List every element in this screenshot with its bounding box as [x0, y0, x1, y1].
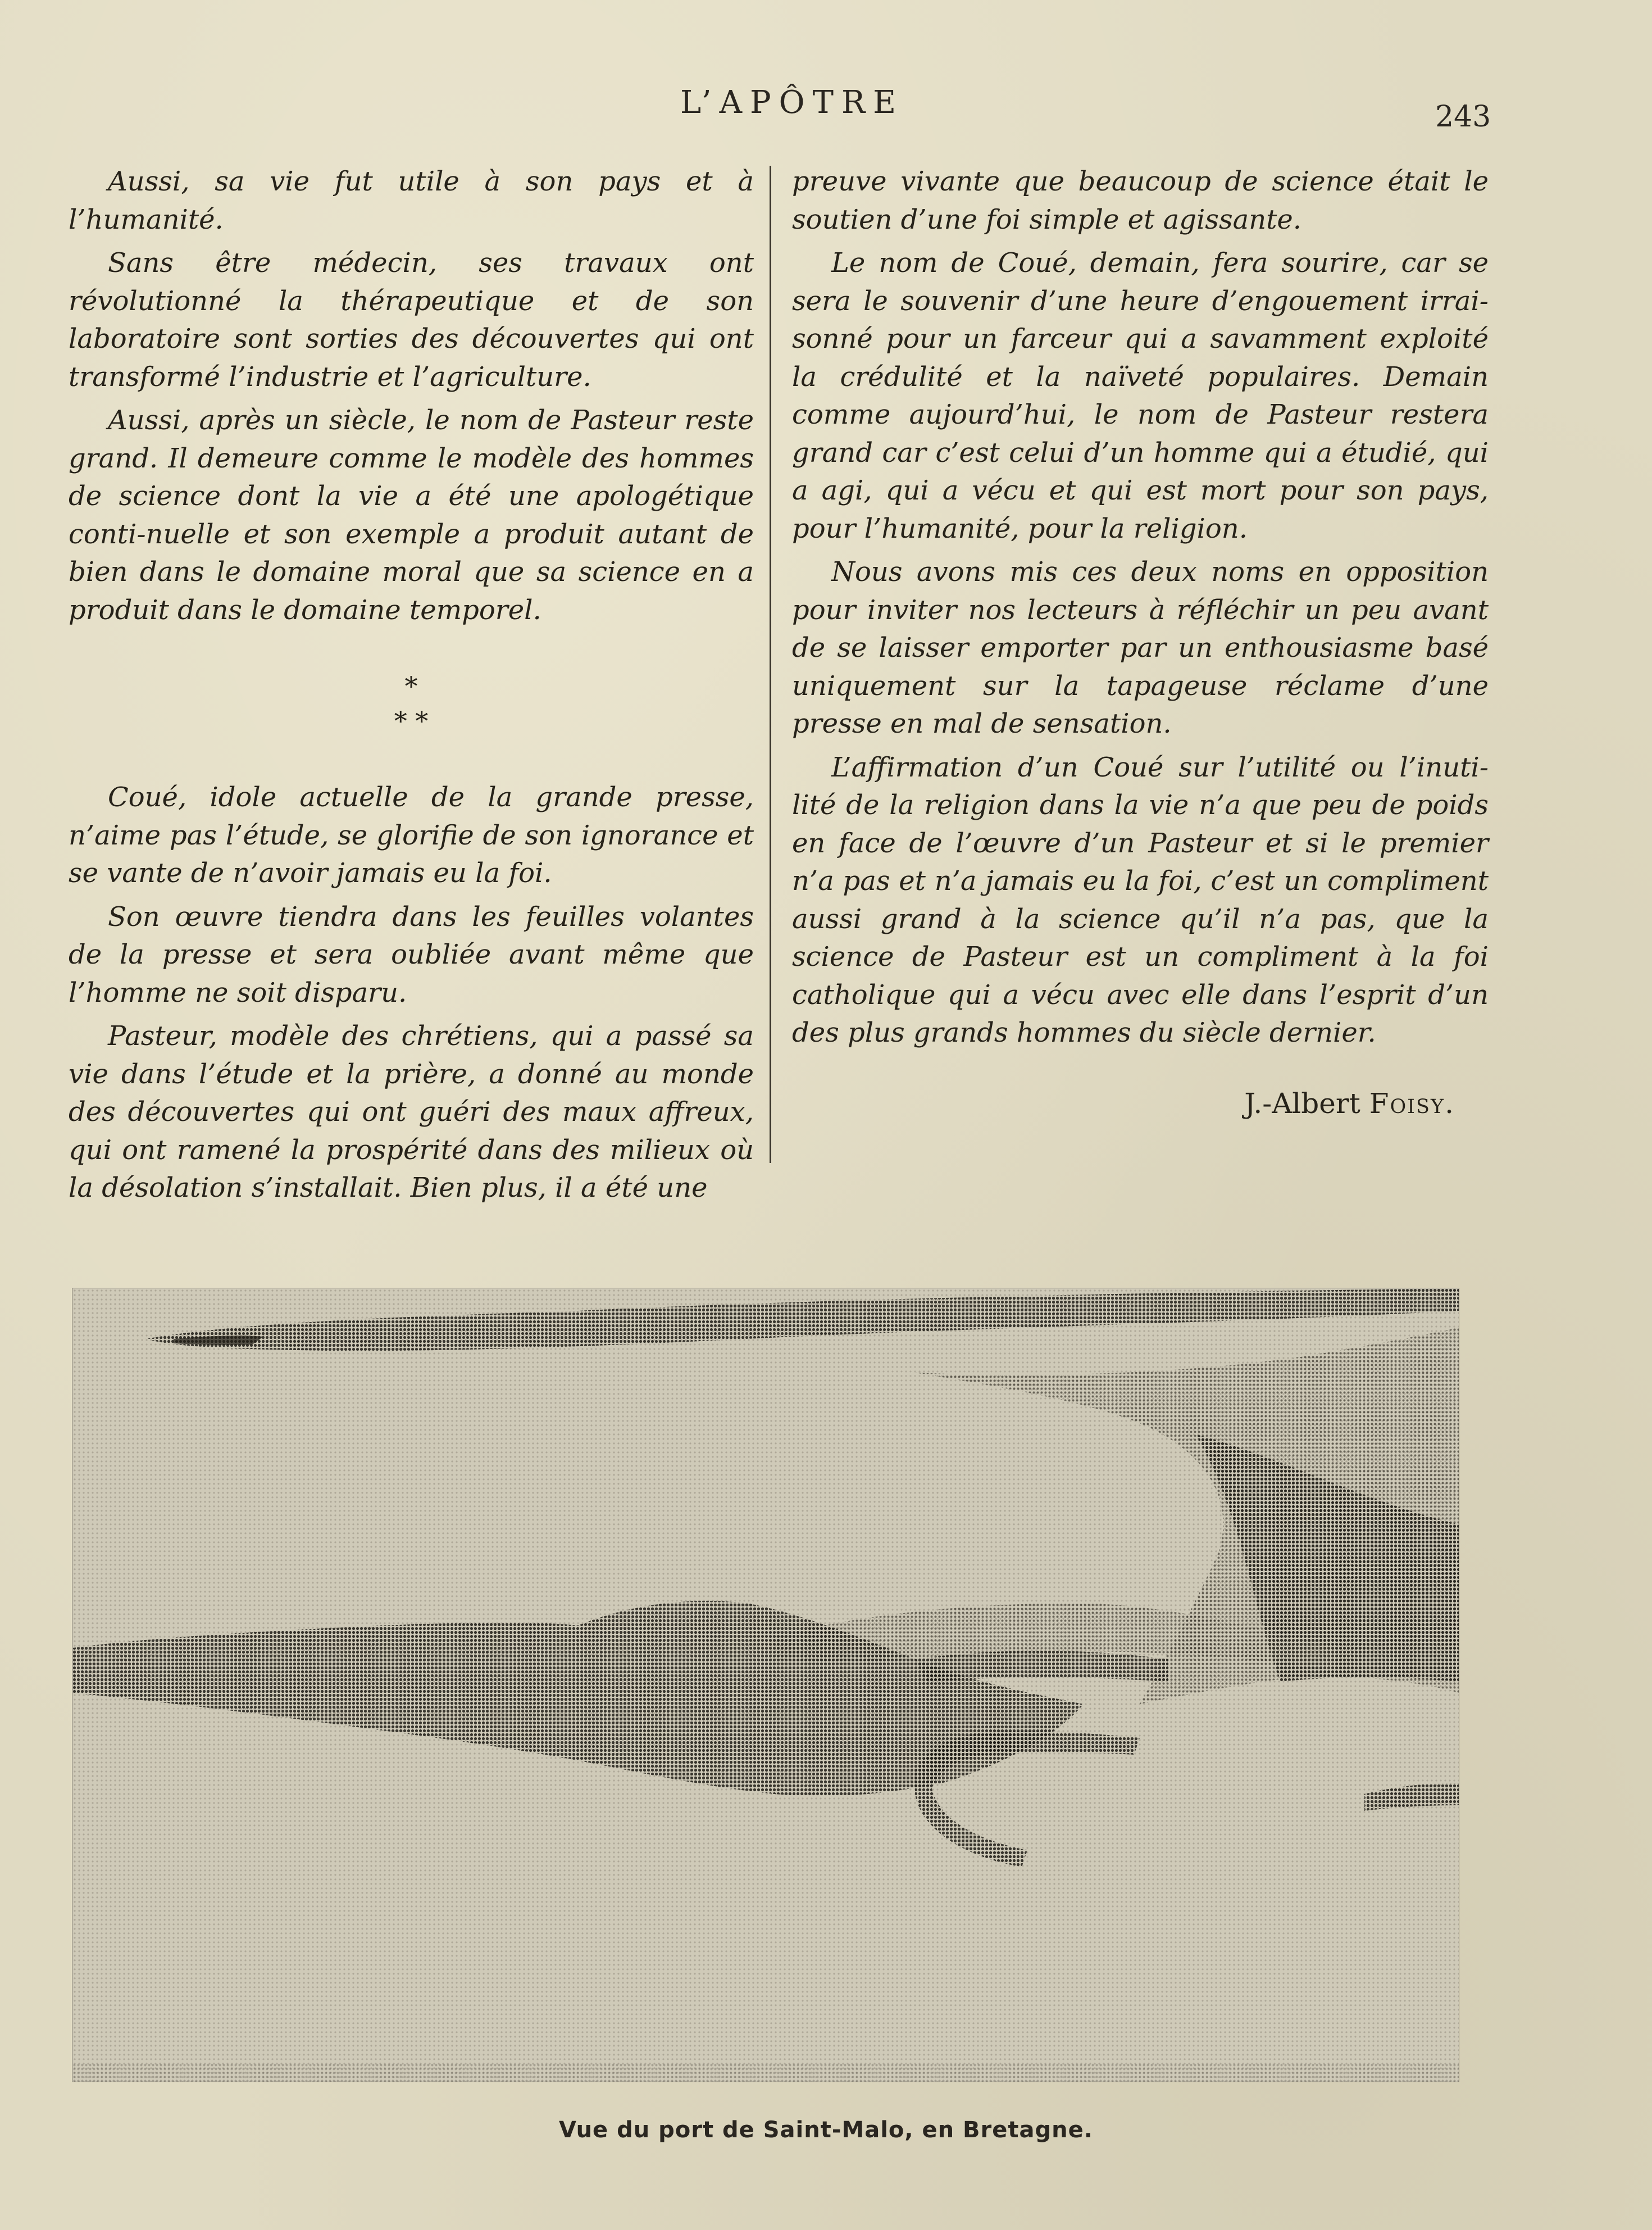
saint-malo-photo [72, 1288, 1459, 2082]
asterism-top: * [404, 671, 418, 701]
paragraph: Pasteur, modèle des chrétiens, qui a passé sa vie dans l’étude et la prière, a donné au monde des découvertes qui ont guéri des maux affreux, qui ont ramené la prospérité dans des milieux où la désolation s’installait. Bien plus, il a été une [69, 1020, 754, 1203]
column-divider [770, 166, 771, 1163]
running-title: L’APÔTRE [680, 84, 904, 121]
section-asterism [69, 669, 754, 738]
paragraph: Aussi, après un siècle, le nom de Pasteur reste grand. Il demeure comme le modèle des hommes de science dont la vie a été une apologétique conti-nuelle et son exemple a produit autant de bien dans le domaine moral que sa science en a produit dans le domaine temporel. [69, 405, 754, 626]
paragraph: Nous avons mis ces deux noms en opposition pour inviter nos lecteurs à réfléchir un peu avant de se laisser emporter par un enthousiasme basé uniquement sur la tapageuse réclame d’une presse en mal de sensation. [792, 556, 1489, 739]
paragraph: Le nom de Coué, demain, fera sourire, car se sera le souvenir d’une heure d’engouement irrai-sonné pour un farceur qui a savamment exploité la crédulité et la naïveté populaires. Demain comme aujourd’hui, le nom de Pasteur restera grand car c’est celui d’un homme qui a étudié, qui a agi, qui a vécu et qui est mort pour son pays, pour l’humanité, pour la religion. [792, 247, 1489, 544]
paragraph: Aussi, sa vie fut utile à son pays et à l’humanité. [69, 166, 754, 235]
right-column [792, 163, 1489, 1123]
paragraph: L’affirmation d’un Coué sur l’utilité ou l’inuti-lité de la religion dans la vie n’a que peu de poids en face de l’œuvre d’un Pasteur et si le premier n’a pas et n’a jamais eu la foi, c’est un compliment aussi grand à la science qu’il n’a pas, que la science de Pasteur est un compliment à la foi catholique qui a vécu avec elle dans l’esprit d’un des plus grands hommes du siècle dernier. [792, 751, 1489, 1048]
left-column [69, 163, 754, 1213]
page-number: 243 [1435, 100, 1491, 134]
photo-caption: Vue du port de Saint-Malo, en Bretagne. [559, 2117, 1093, 2143]
asterism-bottom: * * [394, 706, 429, 736]
signature-surname: Foisy. [1369, 1087, 1455, 1120]
paragraph: Sans être médecin, ses travaux ont révolutionné la thérapeutique et de son laboratoire sont sorties des découvertes qui ont transformé l’industrie et l’agriculture. [69, 247, 754, 393]
paragraph: preuve vivante que beaucoup de science était le soutien d’une foi simple et agissante. [792, 166, 1489, 235]
paragraph: Son œuvre tiendra dans les feuilles volantes de la presse et sera oubliée avant même que l’homme ne soit disparu. [69, 901, 754, 1009]
paragraph: Coué, idole actuelle de la grande presse, n’aime pas l’étude, se glorifie de son ignorance et se vante de n’avoir jamais eu la foi. [69, 782, 754, 889]
author-signature [792, 1085, 1489, 1123]
signature-initial: J.-Albert [1244, 1087, 1369, 1120]
